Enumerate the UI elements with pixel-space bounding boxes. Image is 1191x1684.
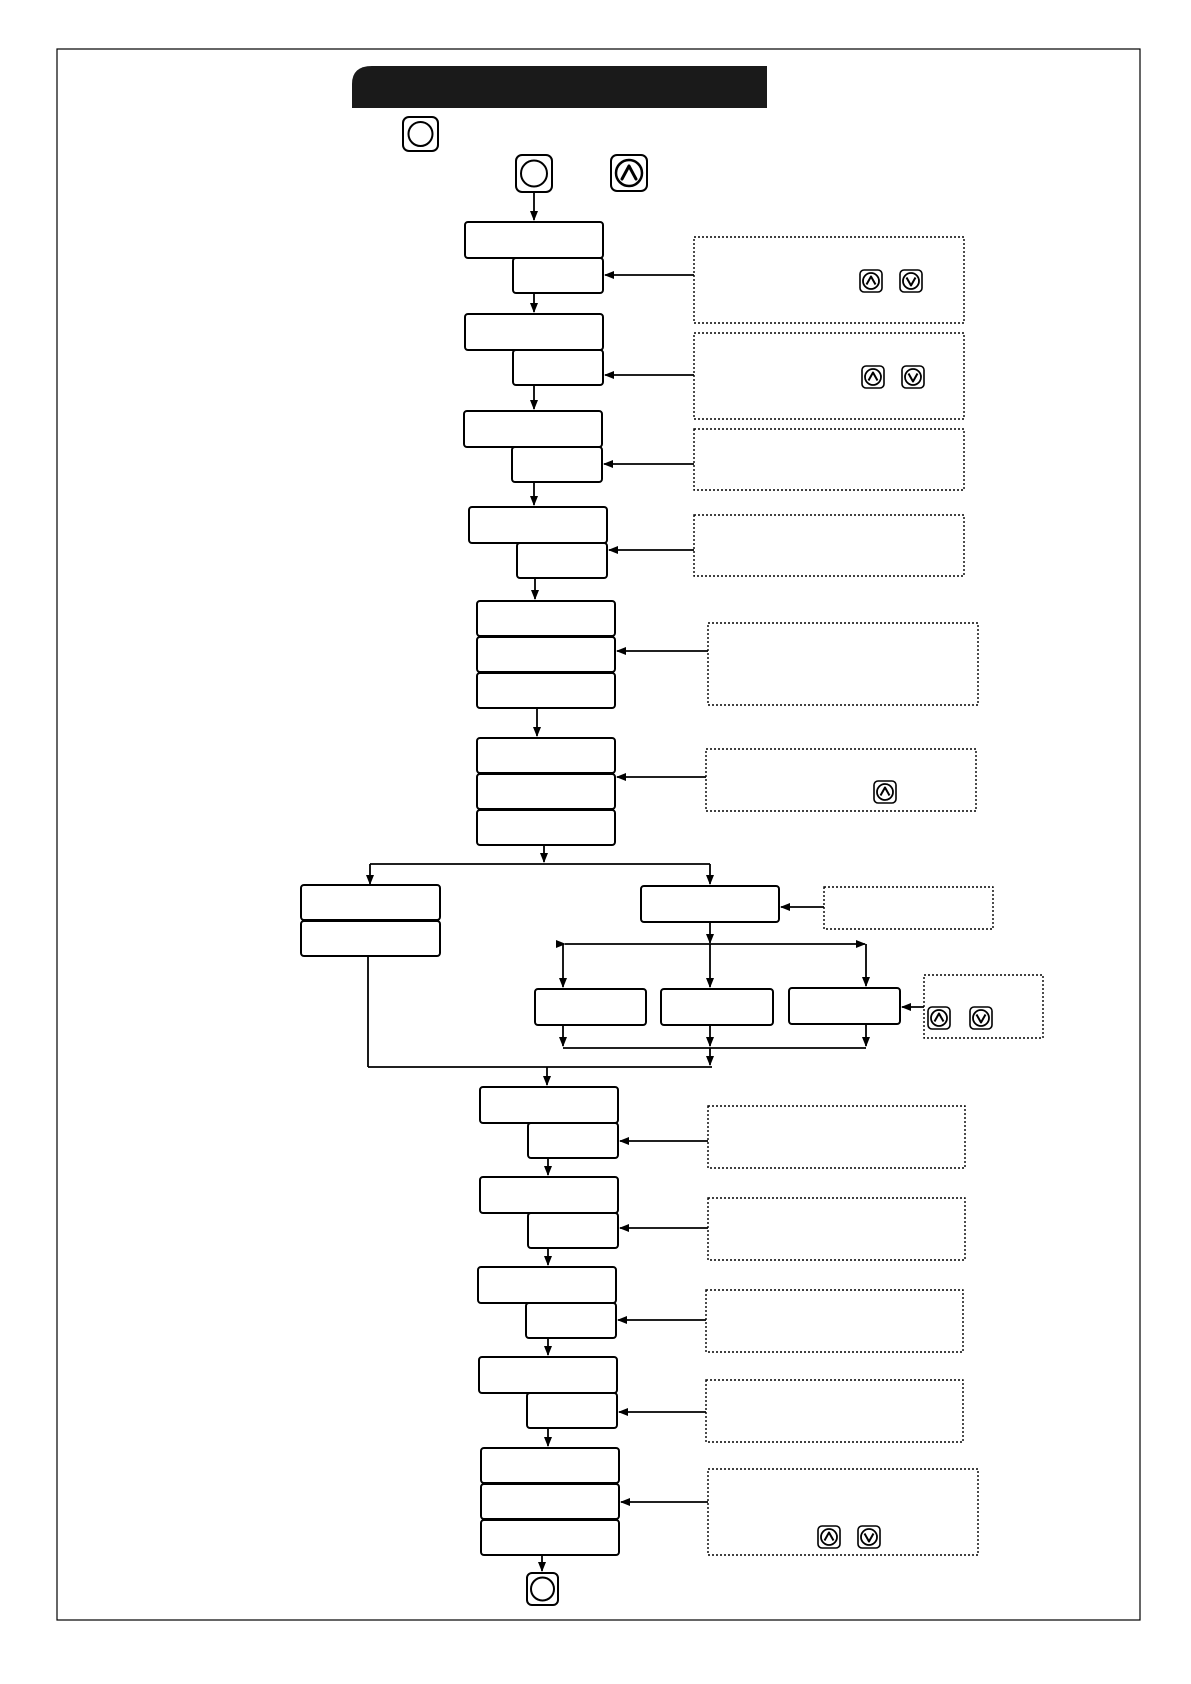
lower-step-4	[479, 1357, 617, 1428]
step-row[interactable]	[481, 1448, 619, 1483]
note-box	[708, 623, 978, 705]
note-box	[706, 1290, 963, 1352]
step-row[interactable]	[301, 885, 440, 920]
step-value-box[interactable]	[528, 1123, 618, 1158]
step-value-box[interactable]	[512, 447, 602, 482]
step-value-box[interactable]	[517, 543, 607, 578]
round-button-icon	[403, 117, 438, 151]
step-box[interactable]	[478, 1267, 616, 1303]
step-4	[469, 507, 607, 578]
down-arrow-button-icon	[902, 366, 924, 388]
step-box[interactable]	[464, 411, 602, 447]
up-arrow-button-icon[interactable]	[611, 155, 647, 191]
up-arrow-button-icon	[874, 781, 896, 803]
step-value-box[interactable]	[527, 1393, 617, 1428]
step-value-box[interactable]	[513, 350, 603, 385]
down-arrow-button-icon	[900, 270, 922, 292]
step-box[interactable]	[480, 1177, 618, 1213]
lower-step-1	[480, 1087, 618, 1158]
note-box	[694, 237, 964, 323]
option-box[interactable]	[789, 988, 900, 1024]
step-row[interactable]	[481, 1484, 619, 1519]
step-box[interactable]	[479, 1357, 617, 1393]
option-boxes	[535, 988, 900, 1025]
down-arrow-button-icon	[858, 1526, 880, 1548]
branch-right	[641, 886, 779, 922]
up-arrow-button-icon	[860, 270, 882, 292]
step-row[interactable]	[481, 1520, 619, 1555]
note-box	[708, 1198, 965, 1260]
step-row[interactable]	[301, 921, 440, 956]
step-3	[464, 411, 602, 482]
step-row[interactable]	[477, 774, 615, 809]
option-box[interactable]	[661, 989, 773, 1025]
note-box	[706, 749, 976, 811]
step-row[interactable]	[477, 637, 615, 672]
up-arrow-button-icon	[928, 1007, 950, 1029]
note-box	[708, 1469, 978, 1555]
start-button-icon[interactable]	[516, 155, 552, 192]
up-arrow-button-icon	[862, 366, 884, 388]
step-box[interactable]	[469, 507, 607, 543]
lower-step-5	[481, 1448, 619, 1555]
note-box	[694, 429, 964, 490]
step-6	[477, 738, 615, 845]
title-bar	[352, 66, 767, 108]
step-box[interactable]	[465, 222, 603, 258]
step-box[interactable]	[465, 314, 603, 350]
branch-left	[301, 885, 440, 956]
step-2	[465, 314, 603, 385]
up-arrow-button-icon	[818, 1526, 840, 1548]
end-button-icon[interactable]	[527, 1573, 558, 1605]
note-box	[824, 887, 993, 929]
step-1	[465, 222, 603, 293]
down-arrow-button-icon	[970, 1007, 992, 1029]
step-5	[477, 601, 615, 708]
lower-step-2	[480, 1177, 618, 1248]
lower-step-3	[478, 1267, 616, 1338]
step-value-box[interactable]	[528, 1213, 618, 1248]
step-row[interactable]	[477, 601, 615, 636]
step-row[interactable]	[477, 738, 615, 773]
note-box	[708, 1106, 965, 1168]
option-box[interactable]	[535, 989, 646, 1025]
step-value-box[interactable]	[526, 1303, 616, 1338]
step-box[interactable]	[641, 886, 779, 922]
note-box	[694, 515, 964, 576]
step-value-box[interactable]	[513, 258, 603, 293]
step-box[interactable]	[480, 1087, 618, 1123]
step-row[interactable]	[477, 673, 615, 708]
note-box	[706, 1380, 963, 1442]
step-row[interactable]	[477, 810, 615, 845]
